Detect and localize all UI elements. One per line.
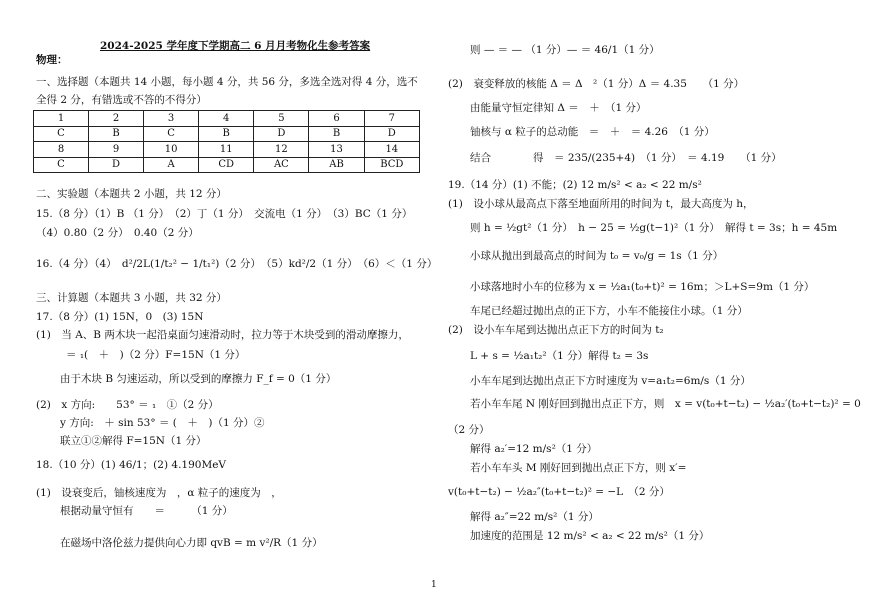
table-cell: 6 [309,111,364,127]
q17-part2-line3: 联立①②解得 F=15N（1 分） [60,435,207,447]
page-number: 1 [431,580,437,590]
section1-heading-line2: 全得 2 分，有错选或不答的不得分） [36,94,207,106]
q19-part2-line4: 若小车车尾 N 刚好回到抛出点正下方，则 x = v(t₀+t−t₂) − ½a₂′(t₀+t−t₂)² = 0 [470,398,861,410]
table-cell: 5 [254,111,309,127]
q19-part1-line5: 车尾已经超过抛出点的正下方，小车不能接住小球。（1 分） [470,305,748,317]
table-row [34,157,420,173]
q18-part1-line1: (1) 设衰变后，铀核速度为 ，α 粒子的速度为 ， [36,487,282,499]
table-cell: B [199,126,254,142]
q18-part1-line2: 根据动量守恒有 ＝ （1 分） [60,505,233,517]
q19-heading: 19.（14 分）(1) 不能；(2) 12 m/s² < a₂ < 22 m/s² [448,179,702,191]
table-cell: D [254,126,309,142]
table-row [34,126,420,142]
table-cell: D [89,157,144,173]
section1-heading-line1: 一、选择题（本题共 14 小题，每小题 4 分，共 56 分，多选全选对得 4 分，选不 [36,76,418,88]
table-cell: CD [199,157,254,173]
table-cell: C [144,126,199,142]
table-row [34,111,420,127]
q19-part1-line2: 则 h = ½gt²（1 分） h − 25 = ½g(t−1)²（1 分） 解得 t = 3s；h = 45m [470,222,838,234]
q19-part1-line3: 小球从抛出到最高点的时间为 t₀ = v₀/g = 1s（1 分） [470,250,724,262]
q19-part2-line3: 小车车尾到达抛出点正下方时速度为 v=a₁t₂=6m/s（1 分） [470,375,751,387]
table-cell: 8 [34,142,89,158]
right-line4: 铀核与 α 粒子的总动能 ＝ ＋ ＝ 4.26 （1 分） [470,126,715,138]
table-cell: AC [254,157,309,173]
table-cell: 3 [144,111,199,127]
q18-heading: 18.（10 分）(1) 46/1；(2) 4.190MeV [36,459,227,471]
right-line5: 结合 得 ＝ 235/(235+4) （1 分） ＝ 4.19 （1 分） [470,152,782,164]
table-cell: C [34,126,89,142]
q19-part2-line2: L + s = ½a₁t₂²（1 分）解得 t₂ = 3s [470,350,649,362]
q18-part1-line3: 在磁场中洛伦兹力提供向心力即 qvB = m v²/R（1 分） [60,537,323,549]
table-cell: B [309,126,364,142]
subject-label: 物理： [36,54,68,66]
q19-part1-line1: (1) 设小球从最高点下落至地面所用的时间为 t，最大高度为 h， [448,198,754,210]
table-cell: 1 [34,111,89,127]
table-cell: D [364,126,419,142]
q17-heading: 17.（8 分）(1) 15N，0 (3) 15N [36,311,204,323]
right-line1: 则 — ＝ — （1 分）— ＝ 46/1（1 分） [470,44,660,56]
table-cell: 13 [309,142,364,158]
q15-line1: 15.（8 分）（1）B （1 分） （2）丁（1 分） 交流电（1 分） （3）BC（1 分） [36,208,413,220]
table-cell: 7 [364,111,419,127]
table-cell: 12 [254,142,309,158]
answer-table [33,110,420,173]
right-line3: 由能量守恒定律知 Δ ＝ ＋ （1 分） [470,102,647,114]
q19-part2-line7: 若小车车头 M 刚好回到抛出点正下方，则 x′= [470,462,687,474]
q17-part1-line3: 由于木块 B 匀速运动，所以受到的摩擦力 F_f = 0（1 分） [60,373,337,385]
section3-heading: 三、计算题（本题共 3 小题，共 32 分） [36,292,227,304]
table-cell: C [34,157,89,173]
table-cell: 9 [89,142,144,158]
table-cell: A [144,157,199,173]
table-cell: 4 [199,111,254,127]
q19-part2-line10: 加速度的范围是 12 m/s² < a₂ < 22 m/s²（1 分） [470,530,710,542]
q19-part2-line8: v(t₀+t−t₂) − ½a₂″(t₀+t−t₂)² = −L （2 分） [448,486,670,498]
table-cell: 14 [364,142,419,158]
q16-line: 16.（4 分）（4） d²/2L(1/t₂² − 1/t₁²)（2 分） （5）kd²/2（1 分） （6）＜（1 分） [36,258,438,270]
q19-part2-line5: （2 分） [448,424,490,436]
table-cell: 11 [199,142,254,158]
q17-part1-line2: ＝ ₁( ＋ )（2 分）F=15N（1 分） [66,349,246,361]
q19-part2-line1: (2) 设小车车尾到达抛出点正下方的时间为 t₂ [448,324,664,336]
q17-part2-line2: y 方向: ＋ sin 53° ＝ ( ＋ )（1 分）② [60,417,265,429]
right-line2: (2) 衰变释放的核能 Δ ＝ Δ ²（1 分）Δ ＝ 4.35 （1 分） [448,78,745,90]
q19-part2-line6: 解得 a₂′=12 m/s²（1 分） [470,443,598,455]
table-cell: BCD [364,157,419,173]
q19-part1-line4: 小球落地时小车的位移为 x = ½a₁(t₀+t)² = 16m；＞L+S=9m（1 分） [470,281,815,293]
table-cell: AB [309,157,364,173]
q17-part2-line1: (2) x 方向: 53° ＝ ₁ ①（2 分） [36,399,219,411]
table-cell: 2 [89,111,144,127]
section2-heading: 二、实验题（本题共 2 小题，共 12 分） [36,188,227,200]
table-cell: 10 [144,142,199,158]
page-title: 2024-2025 学年度下学期高二 6 月月考物化生参考答案 [100,40,371,52]
table-row [34,142,420,158]
q19-part2-line9: 解得 a₂″=22 m/s²（1 分） [470,511,599,523]
q17-part1-line1: (1) 当 A、B 两木块一起沿桌面匀速滑动时，拉力等于木块受到的滑动摩擦力， [36,329,409,341]
table-cell: B [89,126,144,142]
q15-line2: （4）0.80（2 分） 0.40（2 分） [36,227,199,239]
